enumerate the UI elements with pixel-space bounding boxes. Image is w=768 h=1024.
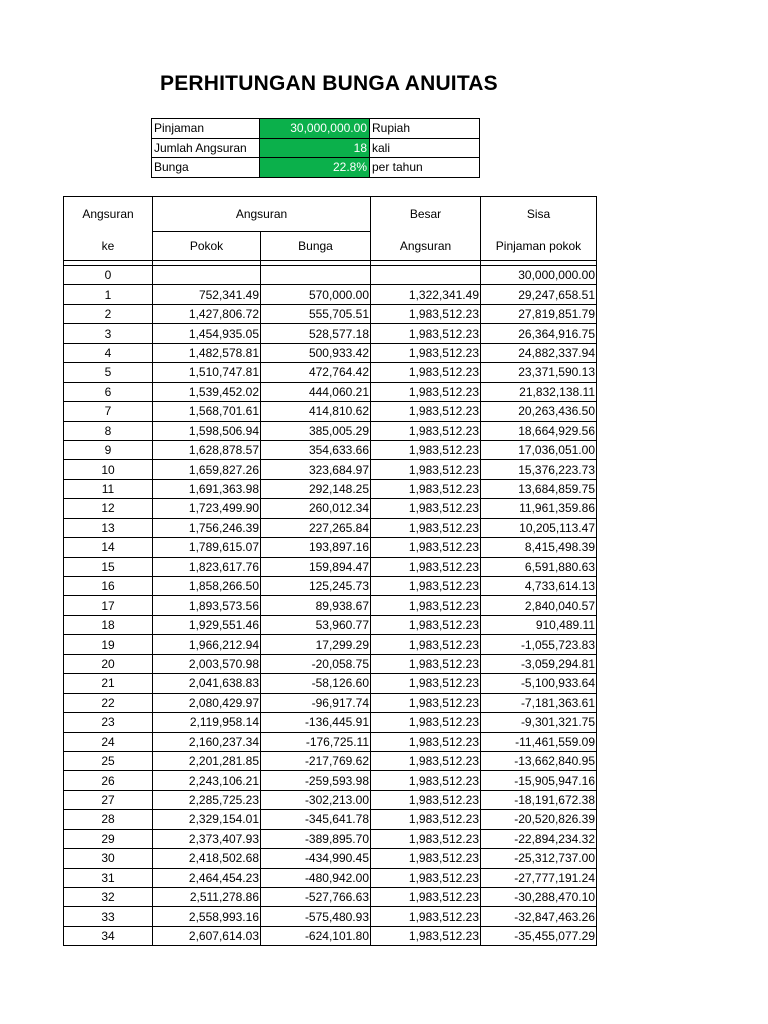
- table-row: [64, 829, 597, 848]
- header-pokok[interactable]: Pokok: [153, 232, 261, 261]
- cell-pokok[interactable]: 1,893,573.56: [153, 596, 261, 615]
- cell-sisa-pinjaman[interactable]: 30,000,000.00: [481, 266, 597, 285]
- cell-bunga[interactable]: -624,101.80: [261, 926, 371, 945]
- table-row: [64, 363, 597, 382]
- cell-pokok[interactable]: 2,041,638.83: [153, 674, 261, 693]
- table-row: [64, 771, 597, 790]
- cell-angsuran-ke[interactable]: 28: [64, 810, 153, 829]
- cell-sisa-pinjaman[interactable]: 8,415,498.39: [481, 538, 597, 557]
- table-row: [64, 674, 597, 693]
- param-label[interactable]: Pinjaman: [152, 119, 260, 139]
- cell-sisa-pinjaman[interactable]: 26,364,916.75: [481, 324, 597, 343]
- cell-bunga[interactable]: 53,960.77: [261, 615, 371, 634]
- loan-parameters-table: [151, 118, 480, 178]
- header-ke[interactable]: ke: [64, 232, 153, 261]
- header-angsuran-ke[interactable]: Angsuran: [64, 197, 153, 232]
- cell-pokok[interactable]: 2,329,154.01: [153, 810, 261, 829]
- table-row: [64, 751, 597, 770]
- cell-besar-angsuran[interactable]: 1,983,512.23: [371, 615, 481, 634]
- cell-pokok[interactable]: 2,558,993.16: [153, 907, 261, 926]
- table-row: [64, 460, 597, 479]
- table-row: [64, 635, 597, 654]
- cell-pokok[interactable]: 1,858,266.50: [153, 577, 261, 596]
- cell-angsuran-ke[interactable]: 6: [64, 382, 153, 401]
- cell-angsuran-ke[interactable]: 25: [64, 751, 153, 770]
- cell-pokok[interactable]: 2,243,106.21: [153, 771, 261, 790]
- cell-bunga[interactable]: -136,445.91: [261, 713, 371, 732]
- cell-besar-angsuran[interactable]: 1,983,512.23: [371, 382, 481, 401]
- cell-besar-angsuran[interactable]: 1,983,512.23: [371, 907, 481, 926]
- cell-angsuran-ke[interactable]: 19: [64, 635, 153, 654]
- cell-sisa-pinjaman[interactable]: 18,664,929.56: [481, 421, 597, 440]
- cell-sisa-pinjaman[interactable]: 13,684,859.75: [481, 479, 597, 498]
- cell-sisa-pinjaman[interactable]: -27,777,191.24: [481, 868, 597, 887]
- cell-angsuran-ke[interactable]: 16: [64, 577, 153, 596]
- cell-besar-angsuran[interactable]: 1,983,512.23: [371, 324, 481, 343]
- cell-bunga[interactable]: 227,265.84: [261, 518, 371, 537]
- table-row: [64, 810, 597, 829]
- cell-pokok[interactable]: 2,511,278.86: [153, 888, 261, 907]
- table-row: [64, 732, 597, 751]
- cell-pokok[interactable]: 1,691,363.98: [153, 479, 261, 498]
- cell-bunga[interactable]: 555,705.51: [261, 304, 371, 323]
- table-row: [64, 790, 597, 809]
- cell-sisa-pinjaman[interactable]: 27,819,851.79: [481, 304, 597, 323]
- table-row: [64, 304, 597, 323]
- cell-angsuran-ke[interactable]: 22: [64, 693, 153, 712]
- cell-besar-angsuran[interactable]: 1,983,512.23: [371, 888, 481, 907]
- table-row: [64, 382, 597, 401]
- cell-pokok[interactable]: 2,119,958.14: [153, 713, 261, 732]
- cell-angsuran-ke[interactable]: 8: [64, 421, 153, 440]
- param-row-bunga: [152, 158, 480, 178]
- cell-pokok[interactable]: 1,789,615.07: [153, 538, 261, 557]
- cell-sisa-pinjaman[interactable]: 20,263,436.50: [481, 402, 597, 421]
- table-row: [64, 888, 597, 907]
- cell-besar-angsuran[interactable]: 1,983,512.23: [371, 440, 481, 459]
- amortization-schedule-table: [63, 196, 597, 946]
- table-row: [64, 654, 597, 673]
- cell-bunga[interactable]: 89,938.67: [261, 596, 371, 615]
- cell-pokok[interactable]: 1,482,578.81: [153, 343, 261, 362]
- cell-pokok[interactable]: 1,568,701.61: [153, 402, 261, 421]
- header-besar[interactable]: Besar: [371, 197, 481, 232]
- cell-bunga[interactable]: -434,990.45: [261, 849, 371, 868]
- cell-besar-angsuran[interactable]: 1,983,512.23: [371, 926, 481, 945]
- cell-angsuran-ke[interactable]: 20: [64, 654, 153, 673]
- cell-bunga[interactable]: -389,895.70: [261, 829, 371, 848]
- cell-bunga[interactable]: 323,684.97: [261, 460, 371, 479]
- table-row: [64, 713, 597, 732]
- param-unit[interactable]: Rupiah: [370, 119, 480, 139]
- cell-bunga[interactable]: 17,299.29: [261, 635, 371, 654]
- cell-besar-angsuran[interactable]: 1,983,512.23: [371, 810, 481, 829]
- cell-sisa-pinjaman[interactable]: 21,832,138.11: [481, 382, 597, 401]
- cell-sisa-pinjaman[interactable]: 2,840,040.57: [481, 596, 597, 615]
- table-row: [64, 285, 597, 304]
- param-row-jumlah-angsuran: [152, 138, 480, 158]
- cell-pokok[interactable]: [153, 266, 261, 285]
- table-row: [64, 596, 597, 615]
- cell-besar-angsuran[interactable]: 1,983,512.23: [371, 751, 481, 770]
- table-row: [64, 538, 597, 557]
- cell-besar-angsuran[interactable]: 1,983,512.23: [371, 304, 481, 323]
- cell-sisa-pinjaman[interactable]: -22,894,234.32: [481, 829, 597, 848]
- cell-sisa-pinjaman[interactable]: -25,312,737.00: [481, 849, 597, 868]
- cell-sisa-pinjaman[interactable]: -20,520,826.39: [481, 810, 597, 829]
- cell-bunga[interactable]: -176,725.11: [261, 732, 371, 751]
- cell-sisa-pinjaman[interactable]: 4,733,614.13: [481, 577, 597, 596]
- cell-angsuran-ke[interactable]: 29: [64, 829, 153, 848]
- cell-bunga[interactable]: -217,769.62: [261, 751, 371, 770]
- cell-pokok[interactable]: 752,341.49: [153, 285, 261, 304]
- cell-sisa-pinjaman[interactable]: -3,059,294.81: [481, 654, 597, 673]
- header-sisa-pinjaman-pokok[interactable]: Pinjaman pokok: [481, 232, 597, 261]
- cell-sisa-pinjaman[interactable]: -7,181,363.61: [481, 693, 597, 712]
- cell-bunga[interactable]: 125,245.73: [261, 577, 371, 596]
- cell-pokok[interactable]: 1,756,246.39: [153, 518, 261, 537]
- cell-sisa-pinjaman[interactable]: -30,288,470.10: [481, 888, 597, 907]
- table-row: [64, 440, 597, 459]
- cell-besar-angsuran[interactable]: 1,983,512.23: [371, 499, 481, 518]
- cell-pokok[interactable]: 1,823,617.76: [153, 557, 261, 576]
- table-row: [64, 421, 597, 440]
- cell-bunga[interactable]: 159,894.47: [261, 557, 371, 576]
- cell-sisa-pinjaman[interactable]: -9,301,321.75: [481, 713, 597, 732]
- table-row: [64, 343, 597, 362]
- cell-sisa-pinjaman[interactable]: -1,055,723.83: [481, 635, 597, 654]
- cell-bunga[interactable]: -527,766.63: [261, 888, 371, 907]
- cell-angsuran-ke[interactable]: 26: [64, 771, 153, 790]
- cell-besar-angsuran[interactable]: 1,983,512.23: [371, 538, 481, 557]
- cell-besar-angsuran[interactable]: 1,983,512.23: [371, 577, 481, 596]
- cell-besar-angsuran[interactable]: 1,983,512.23: [371, 654, 481, 673]
- cell-bunga[interactable]: -302,213.00: [261, 790, 371, 809]
- cell-pokok[interactable]: 1,539,452.02: [153, 382, 261, 401]
- cell-bunga[interactable]: 292,148.25: [261, 479, 371, 498]
- cell-angsuran-ke[interactable]: 33: [64, 907, 153, 926]
- cell-sisa-pinjaman[interactable]: 29,247,658.51: [481, 285, 597, 304]
- cell-angsuran-ke[interactable]: 31: [64, 868, 153, 887]
- cell-angsuran-ke[interactable]: 1: [64, 285, 153, 304]
- param-value-input[interactable]: 22.8%: [260, 158, 370, 178]
- cell-sisa-pinjaman[interactable]: -13,662,840.95: [481, 751, 597, 770]
- cell-bunga[interactable]: 570,000.00: [261, 285, 371, 304]
- cell-bunga[interactable]: 260,012.34: [261, 499, 371, 518]
- header-bunga[interactable]: Bunga: [261, 232, 371, 261]
- cell-besar-angsuran[interactable]: 1,983,512.23: [371, 596, 481, 615]
- cell-sisa-pinjaman[interactable]: 17,036,051.00: [481, 440, 597, 459]
- cell-bunga[interactable]: 385,005.29: [261, 421, 371, 440]
- cell-pokok[interactable]: 2,607,614.03: [153, 926, 261, 945]
- param-unit[interactable]: per tahun: [370, 158, 480, 178]
- cell-pokok[interactable]: 2,080,429.97: [153, 693, 261, 712]
- table-row: [64, 266, 597, 285]
- param-row-pinjaman: [152, 119, 480, 139]
- cell-pokok[interactable]: 2,373,407.93: [153, 829, 261, 848]
- cell-besar-angsuran[interactable]: 1,983,512.23: [371, 732, 481, 751]
- cell-bunga[interactable]: 528,577.18: [261, 324, 371, 343]
- cell-sisa-pinjaman[interactable]: 23,371,590.13: [481, 363, 597, 382]
- param-unit[interactable]: kali: [370, 138, 480, 158]
- table-row: [64, 402, 597, 421]
- cell-sisa-pinjaman[interactable]: -5,100,933.64: [481, 674, 597, 693]
- cell-angsuran-ke[interactable]: 24: [64, 732, 153, 751]
- header-besar-angsuran[interactable]: Angsuran: [371, 232, 481, 261]
- cell-sisa-pinjaman[interactable]: 6,591,880.63: [481, 557, 597, 576]
- cell-besar-angsuran[interactable]: 1,983,512.23: [371, 713, 481, 732]
- cell-pokok[interactable]: 1,628,878.57: [153, 440, 261, 459]
- cell-sisa-pinjaman[interactable]: 15,376,223.73: [481, 460, 597, 479]
- cell-besar-angsuran[interactable]: 1,983,512.23: [371, 771, 481, 790]
- cell-angsuran-ke[interactable]: 12: [64, 499, 153, 518]
- cell-besar-angsuran[interactable]: 1,983,512.23: [371, 363, 481, 382]
- cell-pokok[interactable]: 2,201,281.85: [153, 751, 261, 770]
- table-row: [64, 577, 597, 596]
- table-row: [64, 557, 597, 576]
- cell-pokok[interactable]: 1,454,935.05: [153, 324, 261, 343]
- cell-besar-angsuran[interactable]: 1,983,512.23: [371, 343, 481, 362]
- cell-angsuran-ke[interactable]: 17: [64, 596, 153, 615]
- cell-sisa-pinjaman[interactable]: -35,455,077.29: [481, 926, 597, 945]
- cell-besar-angsuran[interactable]: 1,983,512.23: [371, 693, 481, 712]
- cell-bunga[interactable]: 193,897.16: [261, 538, 371, 557]
- cell-besar-angsuran[interactable]: 1,983,512.23: [371, 790, 481, 809]
- cell-angsuran-ke[interactable]: 7: [64, 402, 153, 421]
- table-row: [64, 518, 597, 537]
- cell-bunga[interactable]: -259,593.98: [261, 771, 371, 790]
- cell-bunga[interactable]: -96,917.74: [261, 693, 371, 712]
- cell-pokok[interactable]: 1,510,747.81: [153, 363, 261, 382]
- cell-pokok[interactable]: 2,285,725.23: [153, 790, 261, 809]
- table-row: [64, 926, 597, 945]
- cell-angsuran-ke[interactable]: 10: [64, 460, 153, 479]
- cell-pokok[interactable]: 1,929,551.46: [153, 615, 261, 634]
- header-angsuran[interactable]: Angsuran: [153, 197, 371, 232]
- table-row: [64, 615, 597, 634]
- table-row: [64, 868, 597, 887]
- cell-besar-angsuran[interactable]: 1,983,512.23: [371, 868, 481, 887]
- cell-sisa-pinjaman[interactable]: -32,847,463.26: [481, 907, 597, 926]
- cell-bunga[interactable]: 472,764.42: [261, 363, 371, 382]
- table-row: [64, 499, 597, 518]
- cell-bunga[interactable]: [261, 266, 371, 285]
- cell-besar-angsuran[interactable]: 1,322,341.49: [371, 285, 481, 304]
- cell-angsuran-ke[interactable]: 32: [64, 888, 153, 907]
- param-label[interactable]: Bunga: [152, 158, 260, 178]
- cell-angsuran-ke[interactable]: 4: [64, 343, 153, 362]
- cell-sisa-pinjaman[interactable]: 24,882,337.94: [481, 343, 597, 362]
- cell-pokok[interactable]: 2,464,454.23: [153, 868, 261, 887]
- cell-angsuran-ke[interactable]: 9: [64, 440, 153, 459]
- cell-angsuran-ke[interactable]: 5: [64, 363, 153, 382]
- param-value-input[interactable]: 30,000,000.00: [260, 119, 370, 139]
- table-row: [64, 479, 597, 498]
- cell-besar-angsuran[interactable]: 1,983,512.23: [371, 849, 481, 868]
- cell-bunga[interactable]: 444,060.21: [261, 382, 371, 401]
- cell-angsuran-ke[interactable]: 18: [64, 615, 153, 634]
- cell-besar-angsuran[interactable]: 1,983,512.23: [371, 518, 481, 537]
- cell-bunga[interactable]: -20,058.75: [261, 654, 371, 673]
- cell-sisa-pinjaman[interactable]: 910,489.11: [481, 615, 597, 634]
- cell-angsuran-ke[interactable]: 27: [64, 790, 153, 809]
- param-label[interactable]: Jumlah Angsuran: [152, 138, 260, 158]
- cell-pokok[interactable]: 1,598,506.94: [153, 421, 261, 440]
- table-row: [64, 324, 597, 343]
- cell-angsuran-ke[interactable]: 0: [64, 266, 153, 285]
- cell-pokok[interactable]: 2,418,502.68: [153, 849, 261, 868]
- cell-besar-angsuran[interactable]: 1,983,512.23: [371, 635, 481, 654]
- cell-besar-angsuran[interactable]: [371, 266, 481, 285]
- cell-angsuran-ke[interactable]: 30: [64, 849, 153, 868]
- cell-sisa-pinjaman[interactable]: 11,961,359.86: [481, 499, 597, 518]
- cell-angsuran-ke[interactable]: 13: [64, 518, 153, 537]
- cell-bunga[interactable]: 354,633.66: [261, 440, 371, 459]
- cell-pokok[interactable]: 1,427,806.72: [153, 304, 261, 323]
- table-row: [64, 849, 597, 868]
- cell-angsuran-ke[interactable]: 21: [64, 674, 153, 693]
- page-title: PERHITUNGAN BUNGA ANUITAS: [160, 72, 498, 95]
- cell-pokok[interactable]: 2,003,570.98: [153, 654, 261, 673]
- cell-besar-angsuran[interactable]: 1,983,512.23: [371, 402, 481, 421]
- cell-angsuran-ke[interactable]: 11: [64, 479, 153, 498]
- cell-angsuran-ke[interactable]: 14: [64, 538, 153, 557]
- table-row: [64, 693, 597, 712]
- cell-bunga[interactable]: 414,810.62: [261, 402, 371, 421]
- cell-bunga[interactable]: -345,641.78: [261, 810, 371, 829]
- cell-bunga[interactable]: -58,126.60: [261, 674, 371, 693]
- cell-besar-angsuran[interactable]: 1,983,512.23: [371, 421, 481, 440]
- cell-angsuran-ke[interactable]: 23: [64, 713, 153, 732]
- table-row: [64, 907, 597, 926]
- param-value-input[interactable]: 18: [260, 138, 370, 158]
- cell-besar-angsuran[interactable]: 1,983,512.23: [371, 674, 481, 693]
- cell-angsuran-ke[interactable]: 3: [64, 324, 153, 343]
- cell-angsuran-ke[interactable]: 15: [64, 557, 153, 576]
- header-sisa[interactable]: Sisa: [481, 197, 597, 232]
- cell-besar-angsuran[interactable]: 1,983,512.23: [371, 557, 481, 576]
- cell-sisa-pinjaman[interactable]: -15,905,947.16: [481, 771, 597, 790]
- header-row-1: [64, 197, 597, 232]
- cell-bunga[interactable]: -575,480.93: [261, 907, 371, 926]
- cell-bunga[interactable]: -480,942.00: [261, 868, 371, 887]
- cell-angsuran-ke[interactable]: 2: [64, 304, 153, 323]
- cell-pokok[interactable]: 1,966,212.94: [153, 635, 261, 654]
- cell-sisa-pinjaman[interactable]: 10,205,113.47: [481, 518, 597, 537]
- cell-pokok[interactable]: 1,723,499.90: [153, 499, 261, 518]
- cell-pokok[interactable]: 1,659,827.26: [153, 460, 261, 479]
- cell-besar-angsuran[interactable]: 1,983,512.23: [371, 829, 481, 848]
- cell-sisa-pinjaman[interactable]: -11,461,559.09: [481, 732, 597, 751]
- cell-angsuran-ke[interactable]: 34: [64, 926, 153, 945]
- cell-bunga[interactable]: 500,933.42: [261, 343, 371, 362]
- cell-besar-angsuran[interactable]: 1,983,512.23: [371, 460, 481, 479]
- cell-sisa-pinjaman[interactable]: -18,191,672.38: [481, 790, 597, 809]
- cell-pokok[interactable]: 2,160,237.34: [153, 732, 261, 751]
- header-row-2: [64, 232, 597, 261]
- cell-besar-angsuran[interactable]: 1,983,512.23: [371, 479, 481, 498]
